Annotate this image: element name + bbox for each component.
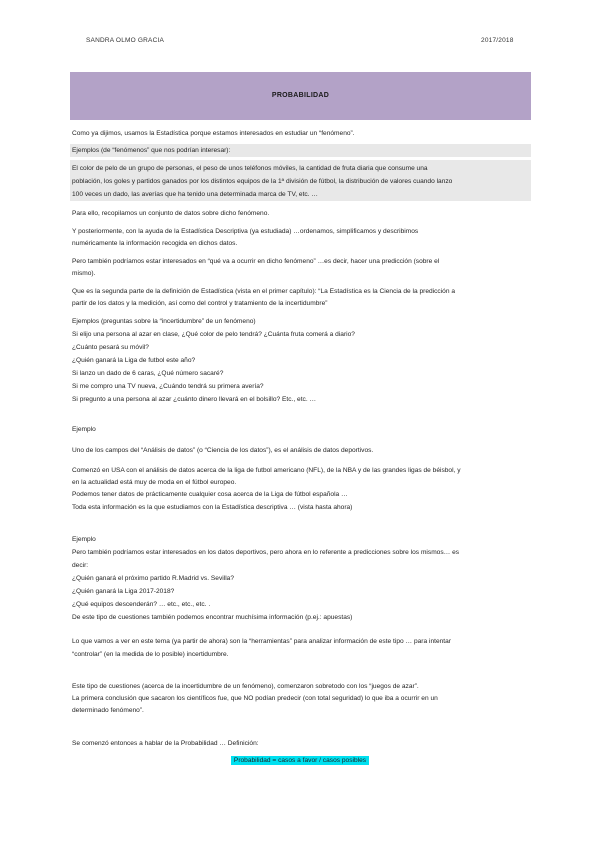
question: ¿Quién ganará la Liga de futbol este año?	[72, 357, 196, 364]
header-author: SANDRA OLMO GRACIA	[86, 37, 165, 44]
paragraph: Pero también podríamos estar interesados en los datos deportivos, pero ahora en lo referente a predicciones sobre los mismos… es	[72, 549, 460, 556]
paragraph: Ejemplos (preguntas sobre la “incertidumbre” de un fenómeno)	[72, 318, 256, 325]
paragraph: determinado fenómeno”.	[72, 707, 144, 714]
question: Si me compro una TV nueva, ¿Cuándo tendrá su primera avería?	[72, 383, 264, 390]
question: Si pregunto a una persona al azar ¿cuánto dinero llevará en el bolsillo? Etc., etc. …	[72, 396, 317, 403]
question: ¿Cuánto pesará su móvil?	[72, 344, 149, 351]
paragraph: mismo).	[72, 270, 96, 277]
paragraph: Para ello, recopilamos un conjunto de datos sobre dicho fenómeno.	[72, 210, 270, 217]
paragraph: Podemos tener datos de prácticamente cualquier cosa acerca de la Liga de fútbol española …	[72, 491, 348, 498]
paragraph: Y posteriormente, con la ayuda de la Estadística Descriptiva (ya estudiada) …ordenamos, simplificamos y describimos	[72, 228, 419, 235]
paragraph: en la actualidad está muy de moda en el fútbol europeo.	[72, 479, 237, 486]
paragraph: Ejemplos (de “fenómenos” que nos podrían interesar):	[72, 147, 231, 154]
question: ¿Qué equipos descenderán? … etc., etc., etc. .	[72, 601, 211, 608]
question: Si lanzo un dado de 6 caras, ¿Qué número sacaré?	[72, 370, 224, 377]
paragraph: 100 veces un dado, las averías que ha tenido una determinada marca de TV, etc. …	[72, 191, 318, 198]
probability-definition: Probabilidad = casos a favor / casos posibles	[231, 756, 369, 765]
paragraph: partir de los datos y la medición, así como del control y tratamiento de la incertidumbre”	[72, 300, 328, 307]
paragraph: “controlar” (en la medida de lo posible) incertidumbre.	[72, 651, 229, 658]
section-heading: Ejemplo	[72, 426, 96, 433]
page-title: PROBABILIDAD	[271, 92, 330, 99]
paragraph: numéricamente la información recogida en dichos datos.	[72, 240, 238, 247]
header-year: 2017/2018	[481, 37, 514, 44]
paragraph: Toda esta información es la que estudiamos con la Estadística descriptiva … (vista hasta ahora)	[72, 504, 353, 511]
paragraph: Pero también podríamos estar interesados en “qué va a ocurrir en dicho fenómeno” …es decir, hacer una predicción (sobre el	[72, 258, 440, 265]
paragraph: población, los goles y partidos ganados por los distintos equipos de la 1ª división de fútbol, la distribución de valores cuando lanzo	[72, 178, 453, 185]
paragraph: Lo que vamos a ver en este tema (ya partir de ahora) son la “herramientas” para analizar información de este tipo … para intentar	[72, 638, 451, 645]
question: Si elijo una persona al azar en clase, ¿Qué color de pelo tendrá? ¿Cuánta fruta comerá a diario?	[72, 331, 355, 338]
paragraph: De este tipo de cuestiones también podemos encontrar muchísima información (p.ej.: apuestas)	[72, 614, 353, 621]
definition-line	[0, 757, 600, 764]
paragraph: La primera conclusión que sacaron los científicos fue, que NO podían predecir (con total seguridad) lo que iba a ocurrir en un	[72, 695, 438, 702]
question: ¿Quién ganará la Liga 2017-2018?	[72, 588, 175, 595]
section-heading: Ejemplo	[72, 536, 96, 543]
paragraph: Uno de los campos del “Análisis de datos” (o “Ciencia de los datos”), es el análisis de datos deportivos.	[72, 447, 374, 454]
question: ¿Quién ganará el próximo partido R.Madrid vs. Sevilla?	[72, 575, 234, 582]
paragraph: decir:	[72, 562, 89, 569]
paragraph: Se comenzó entonces a hablar de la Probabilidad … Definición:	[72, 740, 259, 747]
title-banner	[70, 72, 531, 120]
paragraph: El color de pelo de un grupo de personas, el peso de unos teléfonos móviles, la cantidad de fruta diaria que consume una	[72, 165, 428, 172]
paragraph: Comenzó en USA con el análisis de datos acerca de la liga de futbol americano (NFL), de la NBA y de las grandes ligas de béisbol, y	[72, 467, 461, 474]
paragraph: Este tipo de cuestiones (acerca de la incertidumbre de un fenómeno), comenzaron sobretodo con los “juegos de azar”.	[72, 683, 419, 690]
paragraph: Que es la segunda parte de la definición de Estadística (vista en el primer capítulo): “La Estadística es la Ciencia de la predicción a	[72, 288, 456, 295]
paragraph: Como ya dijimos, usamos la Estadística porque estamos interesados en estudiar un “fenómeno”.	[72, 130, 355, 137]
